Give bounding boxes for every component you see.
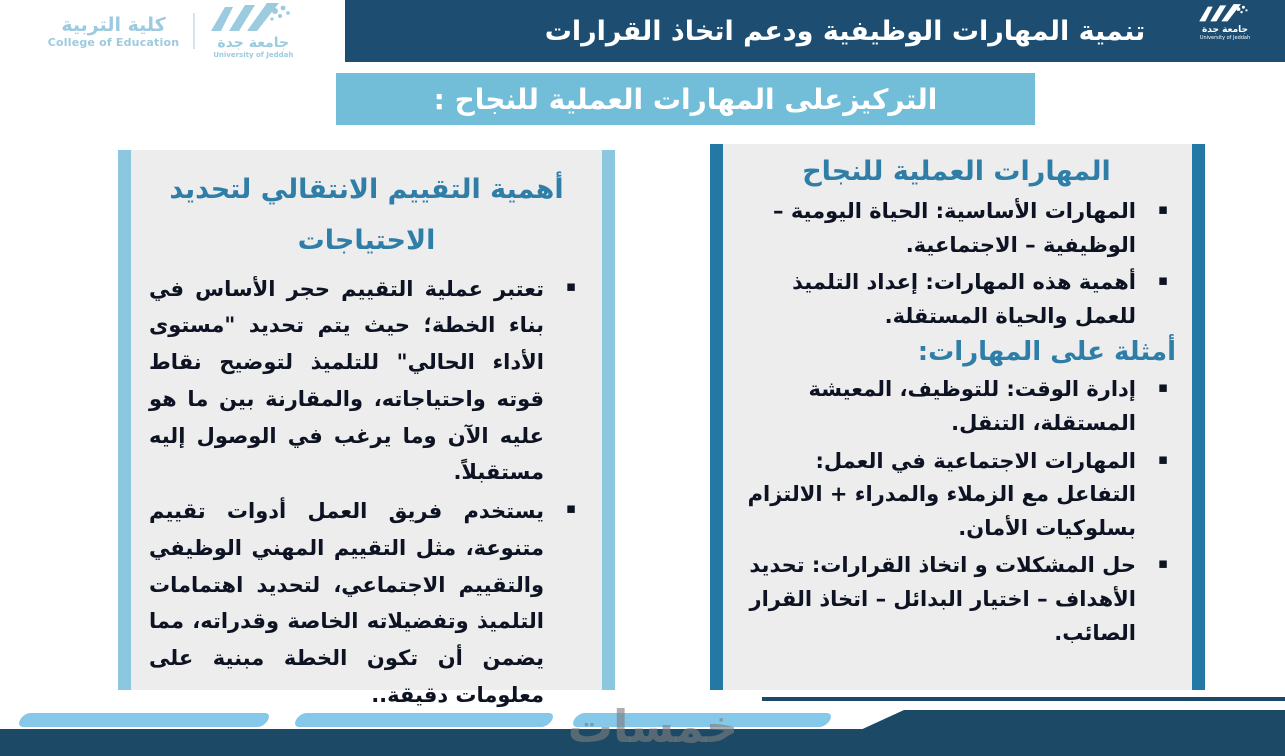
footer-bar-segment: [292, 713, 555, 727]
header-logos-area: [0, 0, 345, 62]
panel-transitional-assessment: [118, 150, 615, 707]
list-item: ▪ إدارة الوقت: للتوظيف، المعيشة المستقلة، التنقل.: [737, 373, 1176, 440]
assessment-bullet-list: [149, 271, 584, 714]
college-name-arabic: كلية التربية: [61, 13, 166, 36]
university-logo-white-icon: [1187, 3, 1263, 25]
university-logo: [209, 3, 297, 59]
header-bar: [345, 0, 1285, 62]
university-name-english: University of Jeddah: [213, 51, 294, 59]
college-name-english: College of Education: [47, 35, 180, 49]
university-name-arabic-white: جامعة جدة: [1201, 25, 1249, 35]
skills-examples-list: [737, 373, 1176, 650]
list-item: ▪ تعتبر عملية التقييم حجر الأساس في بناء الخطة؛ حيث يتم تحديد "مستوى الأداء الحالي" للتلميذ لتوضيح نقاط قوته واحتياجاته، والمقارنة بين ما هو عليه الآن وما يرغب في الوصول إليه مستقبلاً.: [149, 271, 584, 492]
university-name-english-white: University of Jeddah: [1199, 35, 1251, 41]
subtitle-bar: [336, 73, 1035, 125]
watermark-text: خمسات: [567, 700, 739, 753]
skills-bullet-list: [737, 195, 1176, 333]
skills-examples-heading: أمثلة على المهارات:: [917, 337, 1176, 368]
university-logo-icon: [209, 3, 297, 35]
university-name-arabic: جامعة جدة: [217, 35, 290, 51]
college-logo: [48, 14, 180, 49]
list-item: ▪ أهمية هذه المهارات: إعداد التلميذ للعمل والحياة المستقلة.: [737, 266, 1176, 333]
logo-divider: [193, 13, 195, 49]
university-logo-white: [1187, 3, 1263, 41]
footer-bar-segment: [16, 713, 271, 727]
skills-heading: المهارات العملية للنجاح: [802, 156, 1111, 187]
footer-accent-line: [762, 697, 1285, 701]
list-item: ▪ حل المشكلات و اتخاذ القرارات: تحديد الأهداف – اختيار البدائل – اتخاذ القرار الصائب.: [737, 549, 1176, 650]
list-item: ▪ المهارات الاجتماعية في العمل: التفاعل مع الزملاء والمدراء + الالتزام بسلوكيات الأمان.: [737, 445, 1176, 546]
list-item: ▪ المهارات الأساسية: الحياة اليومية – الوظيفية – الاجتماعية.: [737, 195, 1176, 262]
subtitle-text: التركيزعلى المهارات العملية للنجاح :: [433, 82, 938, 116]
panel-practical-skills: [710, 144, 1205, 690]
assessment-heading: أهمية التقييم الانتقالي لتحديد الاحتياجات: [169, 174, 564, 257]
list-item: ▪ يستخدم فريق العمل أدوات تقييم متنوعة، مثل التقييم المهني الوظيفي والتقييم الاجتماعي، لتحديد اهتمامات التلميذ وتفضيلاته الخاصة وقدراته، مما يضمن أن تكون الخطة مبنية على معلومات دقيقة..: [149, 493, 584, 714]
slide-title: تنمية المهارات الوظيفية ودعم اتخاذ القرارات: [544, 15, 1146, 47]
